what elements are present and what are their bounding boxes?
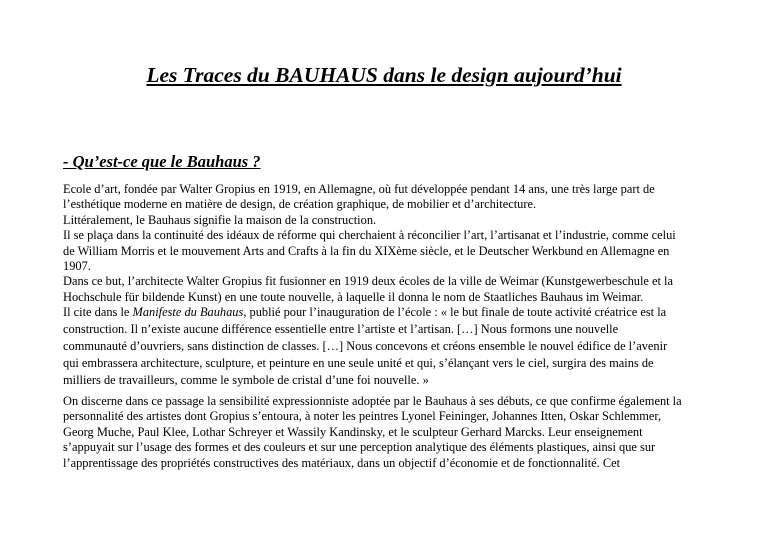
text-line: Ecole d’art, fondée par Walter Gropius en 1919, en Allemagne, où fut développée pendant 14 ans, une très large part de	[63, 182, 655, 196]
manifeste-suffix: publié pour l’inauguration de l’école : « le but finale de toute activité créatrice est la	[246, 305, 667, 320]
text-line: 1907.	[63, 259, 91, 274]
quote-line: construction. Il n’existe aucune différence essentielle entre l’artiste et l’artisan. […] Nous formons une nouvelle	[63, 321, 619, 336]
text-line: l’apprentissage des propriétés constructives des matériaux, dans un objectif d’économie et de fonctionnalité. Cet	[63, 455, 621, 470]
text-line: On discerne dans ce passage la sensibilité expressionniste adoptée par le Bauhaus à ses débuts, ce que confirme également la	[63, 394, 682, 408]
text-line: s’appuyait sur l’usage des formes et des couleurs et sur une perception analytique des éléments plastiques, ainsi que sur	[63, 440, 656, 455]
text-line: Dans ce but, l’architecte Walter Gropius fit fusionner en 1919 deux écoles de la ville de Weimar (Kunstgewerbeschule et la	[63, 274, 673, 289]
text-line: Littéralement, le Bauhaus signifie la maison de la construction.	[63, 212, 377, 227]
text-line: l’esthétique moderne en matière de design, de création graphique, de mobilier et d’architecture.	[63, 197, 537, 212]
text-line: Hochschule für bildende Kunst) en une toute nouvelle, à laquelle il donna le nom de Staatliches Bauhaus im Weimar.	[63, 289, 644, 304]
quote-line: communauté d’ouvriers, sans distinction de classes. […] Nous concevons et créons ensemble le nouvel édifice de l’avenir	[63, 338, 668, 353]
paragraph-block-2	[63, 394, 723, 471]
manifeste-title: Manifeste du Bauhaus,	[132, 305, 247, 320]
section-heading: - Qu’est-ce que le Bauhaus ?	[63, 152, 261, 171]
quote-line: milliers de travailleurs, comme le symbole de cristal d’une foi nouvelle. »	[63, 372, 429, 387]
quote-line: qui embrassera architecture, sculpture, et peinture en une seule unité et qui, s’élançant vers le ciel, surgira des mains de	[63, 355, 654, 370]
text-line: personnalité des artistes dont Gropius s’entoura, à noter les peintres Lyonel Feininger, Johannes Itten, Oskar Schlemmer,	[63, 409, 662, 424]
text-line: Il se plaça dans la continuité des idéaux de réforme qui cherchaient à réconcilier l’art, l’artisanat et l’industrie, comme celui	[63, 228, 676, 243]
manifeste-line	[63, 305, 723, 320]
manifeste-prefix: Il cite dans le	[63, 305, 133, 320]
paragraph-block-1	[63, 182, 723, 389]
document-title: Les Traces du BAUHAUS dans le design aujourd’hui	[146, 63, 622, 87]
text-line: Georg Muche, Paul Klee, Lothar Schreyer et Wassily Kandinsky, et le sculpteur Gerhard Marcks. Leur enseignement	[63, 424, 643, 439]
text-line: de William Morris et le mouvement Arts and Crafts à la fin du XIXème siècle, et le Deutscher Werkbund en Allemagne en	[63, 243, 670, 258]
